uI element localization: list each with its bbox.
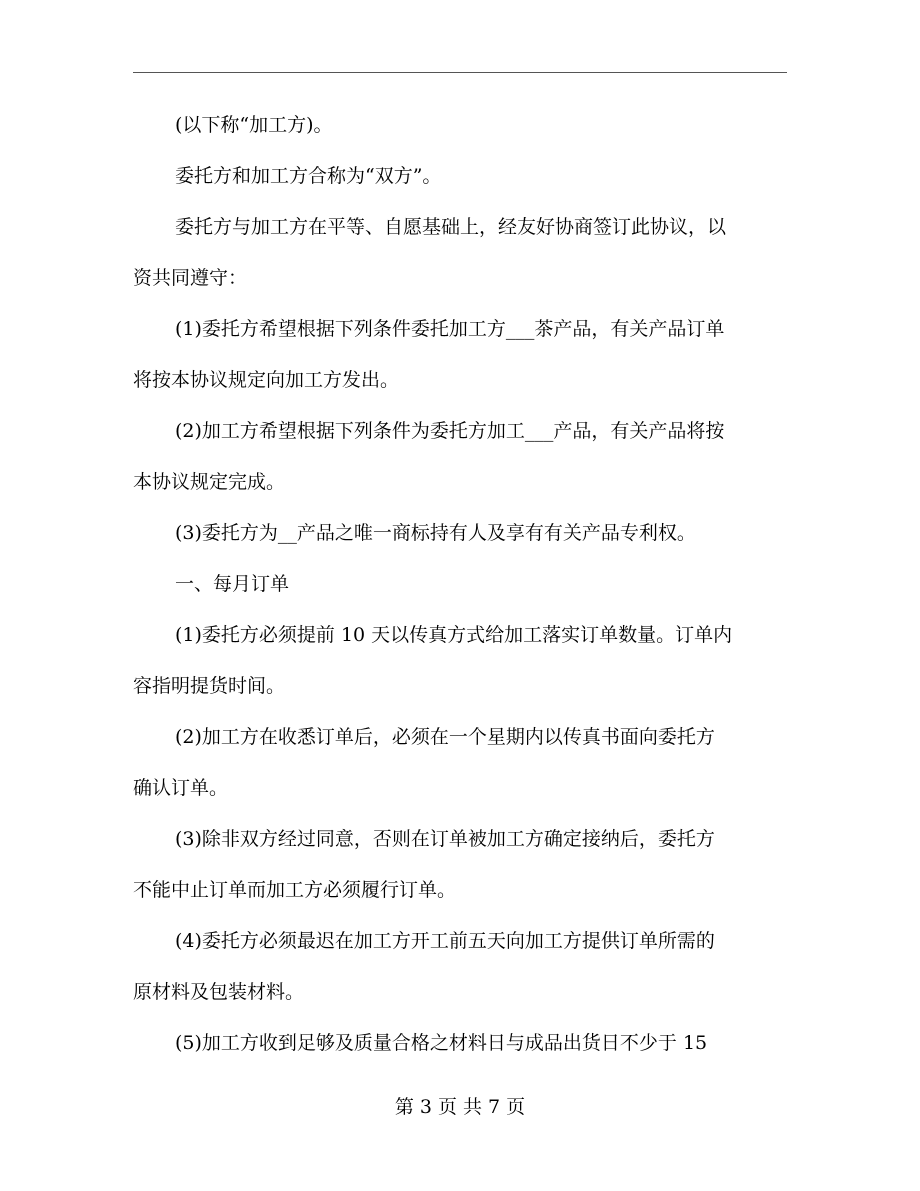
paragraph [133,100,793,151]
page-indicator: 第 3 页 共 7 页 [394,1096,526,1118]
paragraph-line: (3)委托方为__产品之唯一商标持有人及享有有关产品专利权。 [175,522,696,544]
paragraph-line: 将按本协议规定向加工方发出。 [133,369,400,391]
paragraph-line: (3)除非双方经过同意，否则在订单被加工方确定接纳后，委托方 [175,828,715,850]
paragraph-line: (2)加工方希望根据下列条件为委托方加工___产品，有关产品将按 [175,420,725,442]
paragraph [133,610,793,712]
paragraph-line: (1)委托方必须提前 10 天以传真方式给加工落实订单数量。订单内 [175,624,733,646]
paragraph-line: (5)加工方收到足够及质量合格之材料日与成品出货日不少于 15 [175,1032,708,1054]
section-heading [133,559,793,610]
paragraph-line: 容指明提货时间。 [133,675,286,697]
paragraph [133,304,793,406]
paragraph [133,406,793,508]
paragraph [133,916,793,1018]
paragraph-line: (1)委托方希望根据下列条件委托加工方___茶产品，有关产品订单 [175,318,725,340]
paragraph [133,202,793,304]
paragraph [133,712,793,814]
paragraph-line: (4)委托方必须最迟在加工方开工前五天向加工方提供订单所需的 [175,930,715,952]
paragraph-line: (以下称“加工方)。 [175,114,333,136]
paragraph [133,1018,793,1069]
header-rule [133,72,787,73]
paragraph-line: 确认订单。 [133,777,229,799]
paragraph-line: (2)加工方在收悉订单后，必须在一个星期内以传真书面向委托方 [175,726,715,748]
paragraph-line: 委托方与加工方在平等、自愿基础上，经友好协商签订此协议，以 [175,216,727,238]
paragraph-line: 委托方和加工方合称为“双方”。 [175,165,442,187]
paragraph [133,814,793,916]
paragraph-line: 原材料及包装材料。 [133,981,305,1003]
paragraph-line: 本协议规定完成。 [133,471,286,493]
paragraph-line: 不能中止订单而加工方必须履行订单。 [133,879,457,901]
paragraph [133,151,793,202]
paragraph-line: 一、每月订单 [175,573,290,595]
document-body [133,100,793,1069]
paragraph-line: 资共同遵守： [133,267,248,289]
paragraph [133,508,793,559]
